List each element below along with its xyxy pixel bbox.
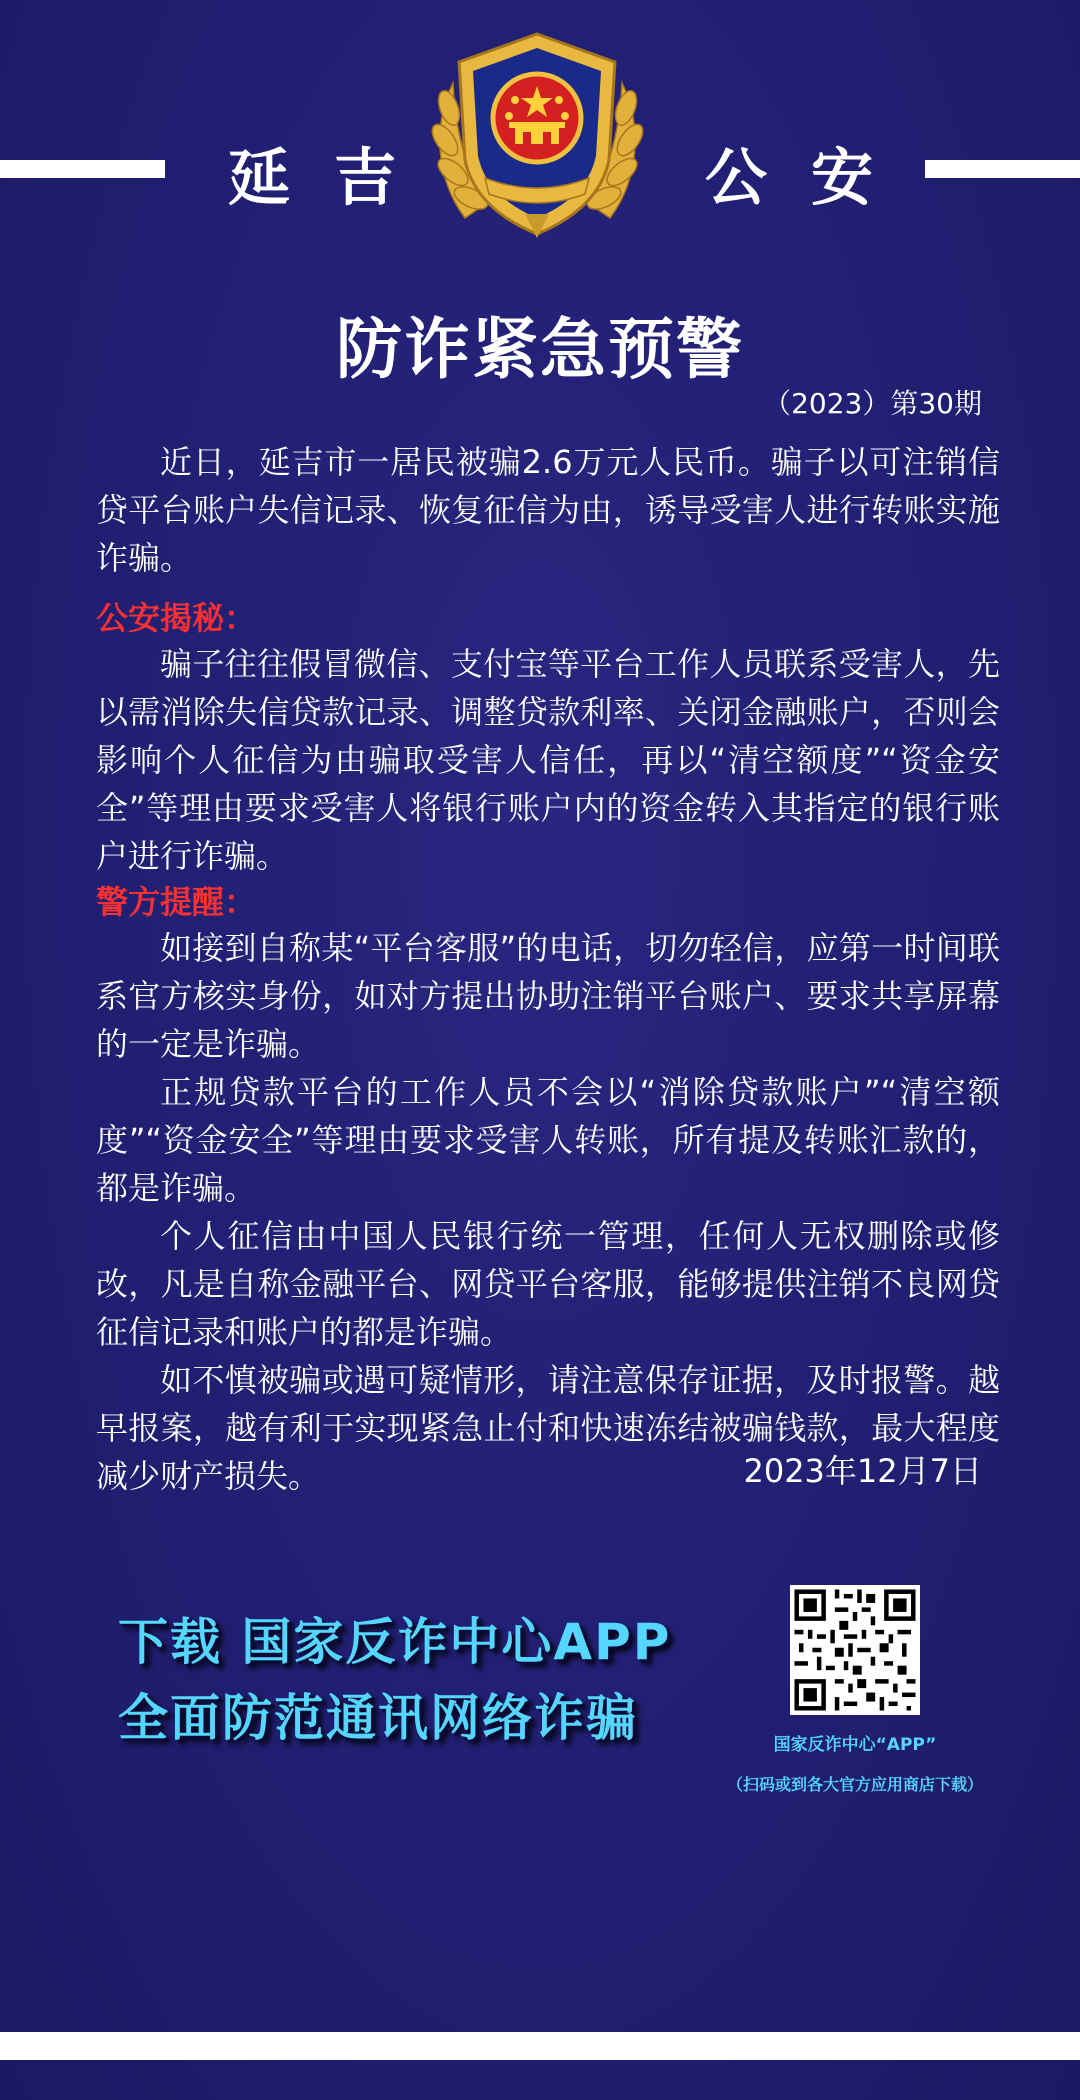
header-right-title: 公安 [705,141,918,214]
promo-slogan-line-2: 全面防范通讯网络诈骗 [118,1689,638,1747]
qr-download-note: （扫码或到各大官方应用商店下载） [726,1775,983,1794]
header-right-rule [925,160,1080,178]
footer-rule [0,2032,1080,2060]
promo-slogan-line-1: 下载 国家反诈中心APP [118,1613,672,1671]
notice-body [96,438,1000,1500]
reminder-paragraph: 个人征信由中国人民银行统一管理，任何人无权删除或修改，凡是自称金融平台、网贷平台客服，能够提供注销不良网贷征信记录和账户的都是诈骗。 [96,1217,1000,1351]
header-left-title: 延吉 [228,141,441,214]
notice-title: 防诈紧急预警 [336,311,744,388]
header-left-rule [0,160,165,178]
section-heading-reminder: 警方提醒： [96,883,257,921]
reminder-paragraph: 如不慎被骗或遇可疑情形，请注意保存证据，及时报警。越早报案，越有利于实现紧急止付和快速冻结被骗钱款，最大程度减少财产损失。 [96,1361,1000,1495]
qr-caption: 国家反诈中心“APP” [773,1735,937,1755]
issue-number: （2023）第30期 [763,387,982,420]
reminder-paragraph: 正规贷款平台的工作人员不会以“消除贷款账户”“清空额度”“资金安全”等理由要求受害人转账，所有提及转账汇款的，都是诈骗。 [96,1073,1000,1207]
section-revealed-paragraph: 骗子往往假冒微信、支付宝等平台工作人员联系受害人，先以需消除失信贷款记录、调整贷款利率、关闭金融账户，否则会影响个人征信为由骗取受害人信任，再以“清空额度”“资金安全”等理由要求受害人将银行账户内的资金转入其指定的银行账户进行诈骗。 [96,645,1000,875]
intro-paragraph: 近日，延吉市一居民被骗2.6万元人民币。骗子以可注销信贷平台账户失信记录、恢复征信为由，诱导受害人进行转账实施诈骗。 [96,443,1000,577]
notice-date: 2023年12月7日 [743,1452,982,1490]
qr-code-icon[interactable] [790,1585,920,1715]
reminder-paragraph: 如接到自称某“平台客服”的电话，切勿轻信，应第一时间联系官方核实身份，如对方提出协助注销平台账户、要求共享屏幕的一定是诈骗。 [96,929,1000,1063]
promo-slogan [118,1604,671,1756]
police-emblem-icon [425,28,650,250]
section-heading-revealed: 公安揭秘： [96,599,257,637]
